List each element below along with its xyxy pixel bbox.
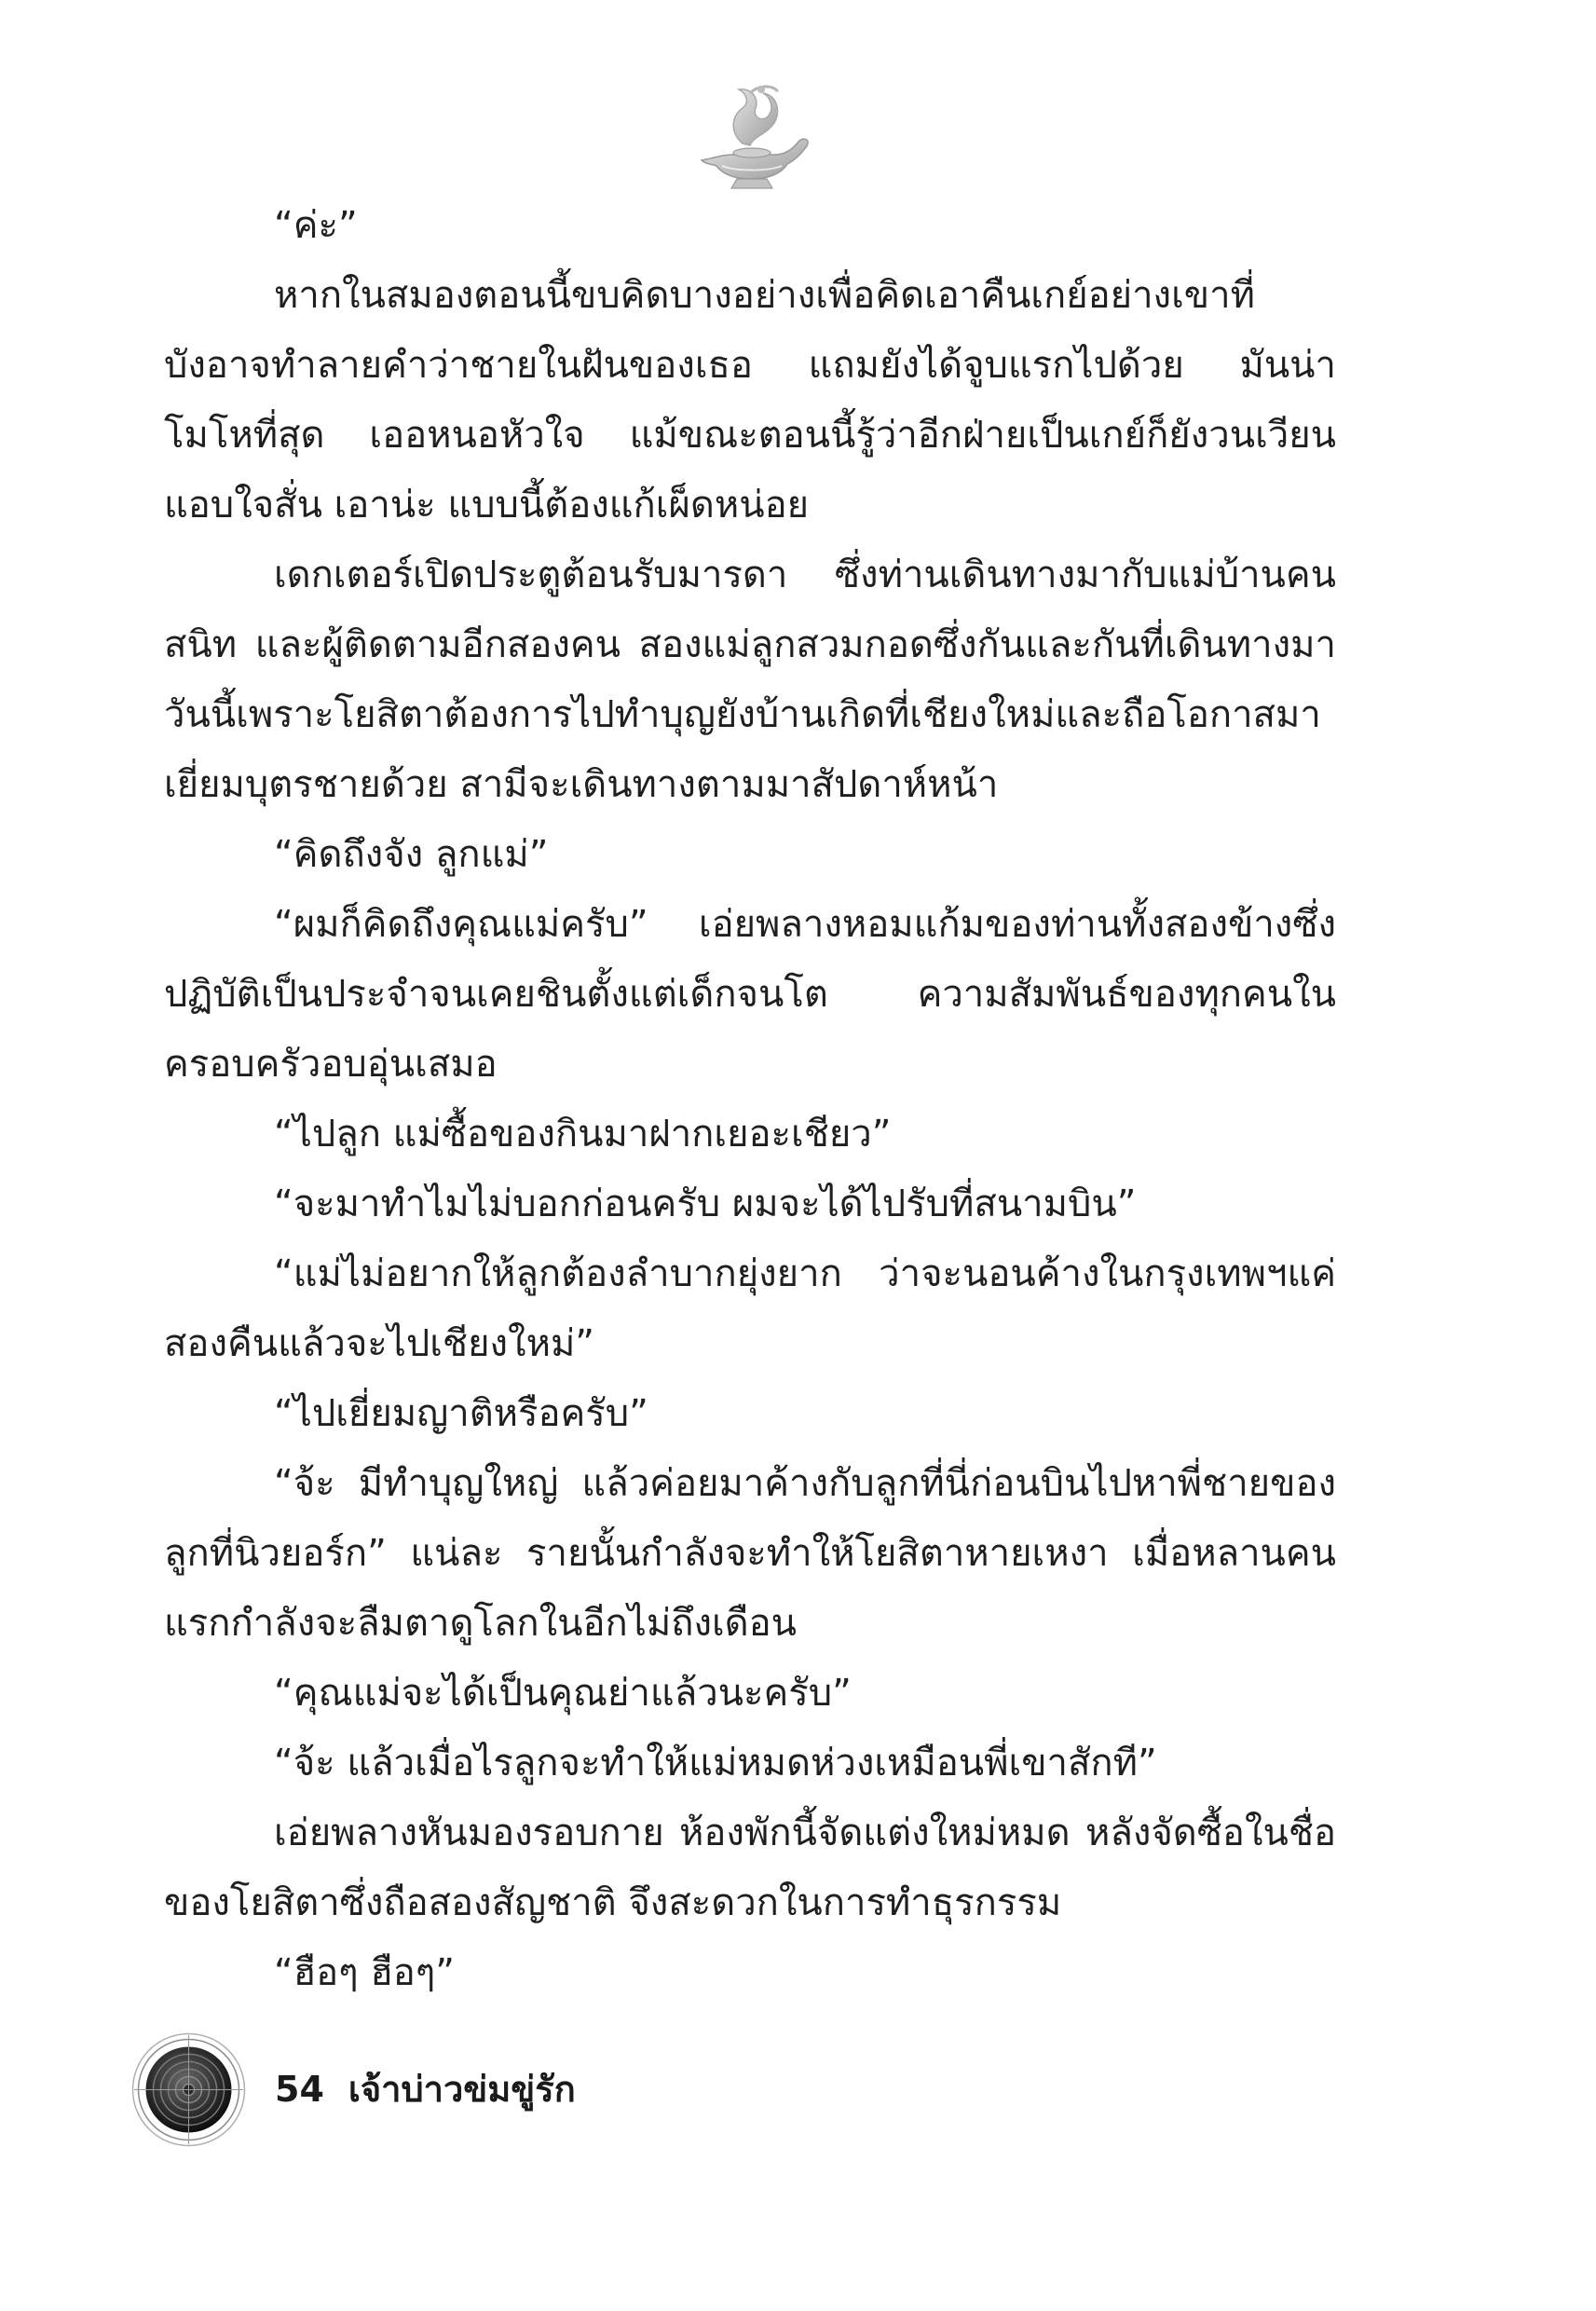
book-title: เจ้าบ่าวข่มขู่รัก bbox=[348, 2069, 576, 2110]
paragraph-14: “ฮือๆ ฮือๆ” bbox=[274, 1951, 456, 1994]
footer-label bbox=[275, 2063, 576, 2115]
paragraph-9: “ไปเยี่ยมญาติหรือครับ” bbox=[274, 1392, 648, 1435]
chapter-text bbox=[164, 191, 1336, 2008]
paragraph-11: “คุณแม่จะได้เป็นคุณย่าแล้วนะครับ” bbox=[274, 1672, 852, 1715]
paragraph-12: “จ้ะ แล้วเมื่อไรลูกจะทำให้แม่หมดห่วงเหมือนพี่เขาสักที” bbox=[274, 1742, 1157, 1785]
paragraph-3: เดกเตอร์เปิดประตูต้อนรับมารดา ซึ่งท่านเดินทางมากับแม่บ้านคนสนิท และผู้ติดตามอีกสองคน สองแม่ลูกสวมกอดซึ่งกันและกันที่เดินทางมาวันนี้เพราะโยสิตาต้องการไปทำบุญยังบ้านเกิดที่เชียงใหม่และถือโอกาสมาเยี่ยมบุตรชายด้วย สามีจะเดินทางตามมาสัปดาห์หน้า bbox=[164, 554, 1336, 806]
page-footer bbox=[130, 2031, 969, 2153]
genie-lamp-icon bbox=[685, 75, 815, 200]
target-icon bbox=[130, 2031, 247, 2148]
paragraph-13: เอ่ยพลางหันมองรอบกาย ห้องพักนี้จัดแต่งใหม่หมด หลังจัดซื้อในชื่อของโยสิตาซึ่งถือสองสัญชาติ จึงสะดวกในการทำธุรกรรม bbox=[164, 1812, 1336, 1924]
paragraph-1: “ค่ะ” bbox=[274, 204, 358, 247]
paragraph-7: “จะมาทำไมไม่บอกก่อนครับ ผมจะได้ไปรับที่สนามบิน” bbox=[274, 1183, 1137, 1225]
paragraph-4: “คิดถึงจัง ลูกแม่” bbox=[274, 833, 549, 876]
paragraph-8: “แม่ไม่อยากให้ลูกต้องลำบากยุ่งยาก ว่าจะนอนค้างในกรุงเทพฯแค่สองคืนแล้วจะไปเชียงใหม่” bbox=[164, 1252, 1336, 1365]
paragraph-6: “ไปลูก แม่ซื้อของกินมาฝากเยอะเชียว” bbox=[274, 1113, 892, 1156]
paragraph-2: หากในสมองตอนนี้ขบคิดบางอย่างเพื่อคิดเอาคืนเกย์อย่างเขาที่บังอาจทำลายคำว่าชายในฝันของเธอ แถมยังได้จูบแรกไปด้วย มันน่าโมโหที่สุด เออหนอหัวใจ แม้ขณะตอนนี้รู้ว่าอีกฝ่ายเป็นเกย์ก็ยังวนเวียนแอบใจสั่น เอาน่ะ แบบนี้ต้องแก้เผ็ดหน่อย bbox=[164, 274, 1336, 526]
paragraph-5: “ผมก็คิดถึงคุณแม่ครับ” เอ่ยพลางหอมแก้มของท่านทั้งสองข้างซึ่งปฏิบัติเป็นประจำจนเคยชินตั้งแต่เด็กจนโต ความสัมพันธ์ของทุกคนในครอบครัวอบอุ่นเสมอ bbox=[164, 903, 1336, 1086]
page-number: 54 bbox=[275, 2069, 324, 2110]
paragraph-10: “จ้ะ มีทำบุญใหญ่ แล้วค่อยมาค้างกับลูกที่นี่ก่อนบินไปหาพี่ชายของลูกที่นิวยอร์ก” แน่ละ รายนั้นกำลังจะทำให้โยสิตาหายเหงา เมื่อหลานคนแรกกำลังจะลืมตาดูโลกในอีกไม่ถึงเดือน bbox=[164, 1462, 1336, 1645]
